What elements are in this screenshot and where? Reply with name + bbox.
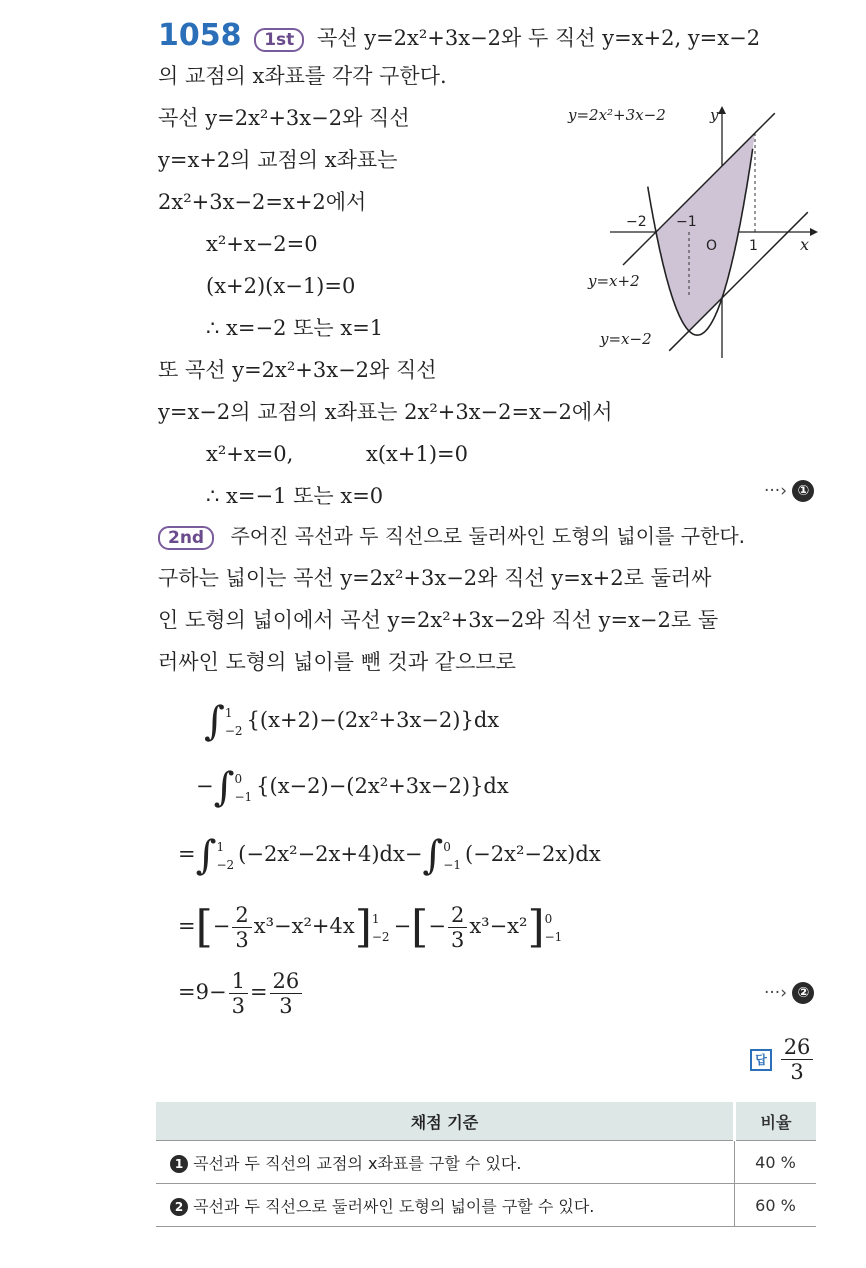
step2-para-2: 인 도형의 넓이에서 곡선 y=2x²+3x−2와 직선 y=x−2로 둘 [158, 608, 719, 632]
step1-tag: 1st [254, 28, 304, 52]
step2-para-3: 러싸인 도형의 넓이를 뺀 것과 같으므로 [158, 650, 516, 674]
equation-2: −∫ 0 −1 {(x−2)−(2x²+3x−2)}dx [196, 764, 509, 811]
limits: 1 −2 [216, 839, 235, 872]
step2-para-1: 구하는 넓이는 곡선 y=2x²+3x−2와 직선 y=x+2로 둘러싸 [158, 566, 712, 590]
criterion-text: 곡선과 두 직선으로 둘러싸인 도형의 넓이를 구할 수 있다. [193, 1196, 595, 1216]
step2-marker: ···› ② [764, 982, 814, 1004]
step2-tag: 2nd [158, 526, 214, 550]
scoring-row [156, 1141, 816, 1184]
origin-label: O [706, 238, 718, 254]
fraction: $\frac{2}{3}$ [232, 903, 251, 952]
integral-sign-icon: ∫ [204, 698, 225, 745]
step2-header-text: 주어진 곡선과 두 직선으로 둘러싸인 도형의 넓이를 구한다. [230, 524, 746, 548]
curve-label: y=2x²+3x−2 [568, 106, 666, 124]
line2-label: y=x−2 [600, 330, 652, 348]
step1-line-6: ∴ x=−2 또는 x=1 [206, 316, 384, 340]
answer-fraction: $\frac{26}{3}$ [781, 1035, 814, 1084]
fraction: $\frac{2}{3}$ [448, 903, 467, 952]
problem-number: 1058 [158, 18, 242, 53]
equation-5: =9− $\frac{1}{3}$ = $\frac{26}{3}$ [178, 966, 304, 1018]
integral-sign-icon: ∫ [422, 832, 444, 879]
scoring-col-criteria: 채점 기준 [156, 1102, 735, 1141]
problem-header [158, 18, 761, 53]
tick-minus-1: −1 [676, 214, 697, 230]
integrand-3a: (−2x²−2x+4)dx [238, 842, 405, 866]
step1-line-4: x²+x−2=0 [206, 232, 318, 256]
step1-line-1: 곡선 y=2x²+3x−2와 직선 [158, 106, 410, 130]
final-answer [750, 1032, 815, 1084]
criterion-pct: 60 % [735, 1184, 817, 1227]
step1-header-b: 의 교점의 x좌표를 각각 구한다. [158, 64, 447, 88]
step1-header-a: 곡선 y=2x²+3x−2와 두 직선 y=x+2, y=x−2 [316, 26, 761, 50]
step1-line-9b: x(x+1)=0 [366, 442, 468, 466]
scoring-header-row [156, 1102, 816, 1141]
criterion-text: 곡선과 두 직선의 교점의 x좌표를 구할 수 있다. [193, 1153, 522, 1173]
row-marker-1-icon: 1 [170, 1155, 188, 1173]
equation-1 [204, 698, 500, 745]
scoring-row [156, 1184, 816, 1227]
step1-line-2: y=x+2의 교점의 x좌표는 [158, 148, 398, 172]
x-axis-label: x [800, 235, 810, 254]
marker-1-icon: ① [792, 480, 814, 502]
answer-icon: 답 [750, 1049, 772, 1071]
tick-minus-2: −2 [626, 214, 647, 230]
step1-line-8: y=x−2의 교점의 x좌표는 2x²+3x−2=x−2에서 [158, 400, 613, 424]
limits: 1 −2 [224, 705, 243, 738]
integrand-1: {(x+2)−(2x²+3x−2)}dx [246, 708, 500, 732]
integral-sign-icon: ∫ [195, 832, 217, 879]
result-fraction: $\frac{26}{3}$ [270, 969, 303, 1018]
limits: 0 −1 [443, 839, 461, 872]
antideriv-a: x³−x²+4x [253, 914, 355, 938]
fraction: $\frac{1}{3}$ [229, 969, 248, 1018]
marker-2-icon: ② [792, 982, 814, 1004]
integrand-3b: (−2x²−2x)dx [464, 842, 601, 866]
step1-line-9a: x²+x=0, [206, 442, 294, 466]
line1-label: y=x+2 [588, 272, 640, 290]
region-graph [560, 100, 820, 370]
scoring-col-ratio: 비율 [735, 1102, 817, 1141]
integrand-2: {(x−2)−(2x²+3x−2)}dx [256, 774, 509, 798]
step1-marker: ···› ① [764, 480, 814, 502]
step1-line-5: (x+2)(x−1)=0 [206, 274, 356, 298]
y-axis-label: y [710, 106, 719, 124]
row-marker-2-icon: 2 [170, 1198, 188, 1216]
step2-header [158, 522, 745, 550]
step1-line-7: 또 곡선 y=2x²+3x−2와 직선 [158, 358, 437, 382]
tick-1: 1 [749, 238, 758, 254]
equation-4: =[− $\frac{2}{3}$ x³−x²+4x] 1 −2 −[− $\frac{2}{3}$ x³−x²] 0 −1 [178, 901, 563, 953]
step1-line-3: 2x²+3x−2=x+2에서 [158, 190, 367, 214]
criterion-pct: 40 % [735, 1141, 817, 1184]
scoring-table [156, 1102, 816, 1227]
limits: 0 −1 [234, 771, 253, 804]
equation-3: =∫ 1 −2 (−2x²−2x+4)dx−∫ 0 −1 (−2x²−2x)dx [178, 832, 601, 879]
integral-sign-icon: ∫ [213, 764, 235, 811]
antideriv-b: x³−x² [469, 914, 528, 938]
x-axis-arrow-icon [810, 228, 818, 236]
step1-line-10: ∴ x=−1 또는 x=0 [206, 484, 384, 508]
y-axis-arrow-icon [718, 106, 726, 114]
